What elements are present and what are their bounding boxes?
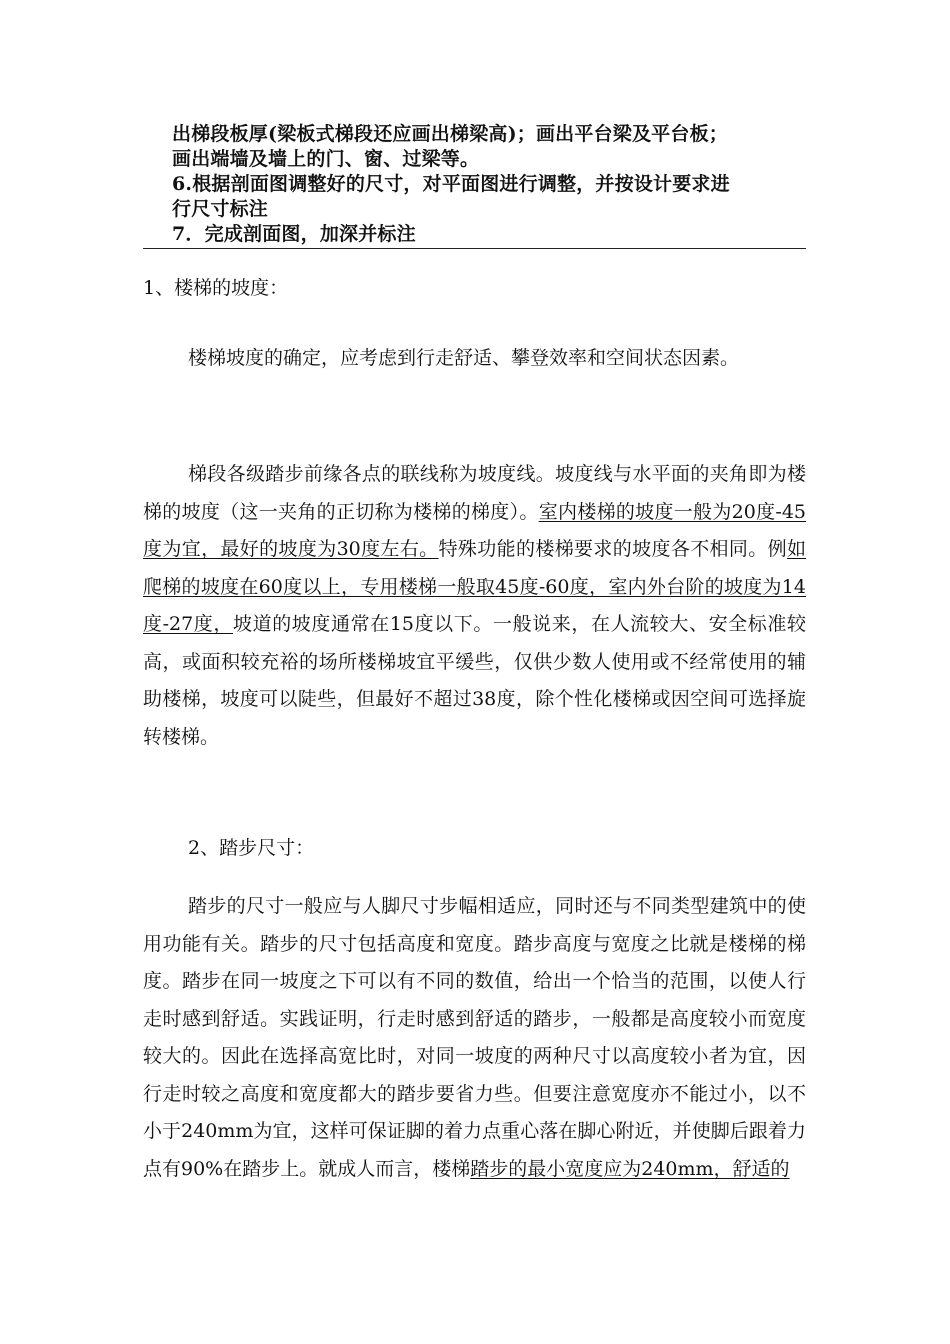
text-run: 踏步的尺寸一般应与人脚尺寸步幅相适应，同时还与不同类型建筑中的使用功能有关。踏步的尺寸包括高度和宽度。踏步高度与宽度之比就是楼梯的梯度。踏步在同一坡度之下可以有不同的数值，给出一个恰当的范围，以使人行走时感到舒适。实践证明，行走时感到舒适的踏步，一般都是高度较小而宽度较大的。因此在选择高宽比时，对同一坡度的两种尺寸以高度较小者为宜，因行走时较之高度和宽度都大的踏步要省力些。但要注意宽度亦不能过小，以不小于240mm为宜，这样可保证脚的着力点重心落在脚心附近，并使脚后跟着力点有90%在踏步上。就成人而言，楼梯: [143, 895, 806, 1180]
underlined-text: 室内楼梯的坡度一般为20度-45度为宜，最好的坡度为30度左右。: [143, 500, 806, 560]
text-line: 出梯段板厚(梁板式梯段还应画出梯梁高)；画出平台梁及平台板；: [172, 123, 728, 145]
paragraph-step-size: [143, 888, 806, 1188]
text-line: 7．完成剖面图，加深并标注: [172, 223, 416, 245]
underlined-text: 踏步的最小宽度应为240mm，舒适的: [470, 1157, 790, 1180]
underlined-text: 如爬梯的坡度在60度以上，专用楼梯一般取45度-60度，室内外台阶的坡度为14度-27度，: [143, 538, 806, 635]
text-run: 梯段各级踏步前缘各点的联线称为坡度线。坡度线与水平面的夹角即为楼梯的坡度（这一夹角的正切称为楼梯的梯度）。: [143, 463, 806, 523]
text-run: 坡道的坡度通常在15度以下。一般说来，在人流较大、安全标准较高，或面积较充裕的场所楼梯坡宜平缓些，仅供少数人使用或不经常使用的辅助楼梯，坡度可以陡些，但最好不超过38度，除个性化楼梯或因空间可选择旋转楼梯。: [143, 613, 806, 748]
text-line: 6.根据剖面图调整好的尺寸，对平面图进行调整，并按设计要求进: [172, 173, 730, 195]
text-line: 行尺寸标注: [172, 198, 269, 220]
text-run: 特殊功能的楼梯要求的坡度各不相同。例: [438, 538, 787, 560]
paragraph-slope-intro: 楼梯坡度的确定，应考虑到行走舒适、攀登效率和空间状态因素。: [188, 347, 740, 369]
horizontal-divider: [143, 248, 806, 249]
text-line: 画出端墙及墙上的门、窗、过梁等。: [172, 148, 480, 170]
top-continuation-block: [172, 122, 812, 247]
section-heading-slope: 1、楼梯的坡度：: [143, 277, 289, 299]
paragraph-slope-detail: [143, 456, 806, 756]
section-heading-step-size: 2、踏步尺寸：: [188, 837, 315, 859]
